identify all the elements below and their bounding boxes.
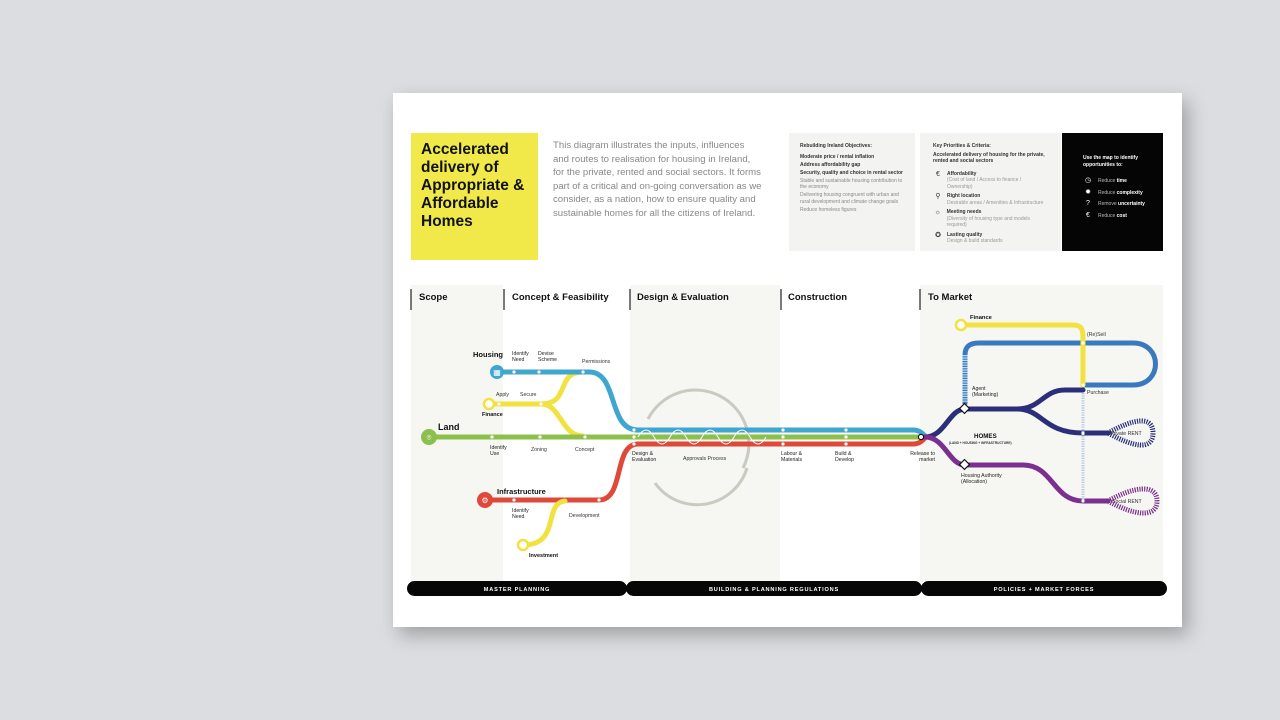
objective-item: Moderate price / rental inflation <box>800 153 875 160</box>
label-development: Development <box>569 513 600 519</box>
label-secure: Secure <box>520 392 537 398</box>
bug-icon: ✹ <box>1085 188 1091 196</box>
objective-item: Security, quality and choice in rental sector <box>800 169 903 176</box>
finance-in-node <box>484 399 494 409</box>
phase-construction: Construction <box>788 292 848 303</box>
opportunity-text: Remove uncertainty <box>1098 201 1145 207</box>
brochure-page <box>393 93 1182 627</box>
opportunity-text: Reduce time <box>1098 178 1127 184</box>
phase-market: To Market <box>928 292 973 303</box>
finance-out-node <box>956 320 966 330</box>
homes-hub <box>918 434 923 439</box>
criteria-title: Lasting quality <box>947 231 983 238</box>
objective-item: Stable and sustainable housing contribution to the economy <box>800 177 903 190</box>
criteria-subheading: Accelerated delivery of housing for the private, rented and social sectors <box>933 151 1045 164</box>
route-map <box>393 93 1182 627</box>
label-labour-materials: Labour & Materials <box>781 451 803 463</box>
label-finance-out: Finance <box>970 315 992 321</box>
opportunity-text: Reduce complexity <box>1098 189 1143 196</box>
label-identify-need-2: Identify Need <box>512 508 529 520</box>
criteria-title: Meeting needs <box>946 209 982 215</box>
building-icon: ▦ <box>493 368 501 377</box>
criteria-title: Affordability <box>946 170 977 177</box>
opportunities-heading: Use the map to identify opportunities to: <box>1083 155 1139 168</box>
criteria-sub: Design & build standards <box>947 238 1003 244</box>
label-agent: Agent (Marketing) <box>972 386 999 398</box>
clock-icon: ◷ <box>1084 177 1092 184</box>
label-housing: Housing <box>473 350 503 359</box>
euro-icon: € <box>936 170 940 178</box>
label-apply: Apply <box>496 392 509 398</box>
label-identify-need-1: Identify Need <box>512 351 529 363</box>
label-approvals: Approvals Process <box>683 456 727 462</box>
label-design-evaluation: Design & Evaluation <box>632 451 657 463</box>
page-title: Accelerated delivery of Appropriate & Affordable Homes <box>421 141 525 230</box>
network-icon: ⚙ <box>481 496 489 505</box>
objective-item: Delivering housing congruent with urban and rural development and climate change goals <box>800 192 899 205</box>
label-homes-sub: (LAND + HOUSING + INFRASTRUCTURE) <box>949 441 1012 445</box>
label-homes: HOMES <box>974 433 997 440</box>
label-resell: (Re)Sell <box>1087 332 1106 338</box>
label-build-develop: Build & Develop <box>835 451 855 463</box>
criteria-sub: (Diversity of housing type and models required) <box>946 215 1031 228</box>
criteria-title: Right location <box>947 193 981 199</box>
bar-regulations-label: BUILDING & PLANNING REGULATIONS <box>708 587 840 593</box>
label-private-rent: Private RENT <box>1110 431 1142 437</box>
route-finance-to-housing <box>489 372 583 404</box>
euro-icon: € <box>1086 211 1090 219</box>
objective-item: Address affordability gap <box>800 161 861 168</box>
intro-text: This diagram illustrates the inputs, influences and routes to realisation for housing in Ireland, for the private, rented and social sectors. It forms part of a critical and on-going conversation as we consider, as a nation, how to ensure quality and sustainable homes for all the citizens of Ireland. <box>553 140 762 219</box>
phase-design: Design & Evaluation <box>637 292 729 303</box>
criteria-heading: Key Priorities & Criteria: <box>933 143 991 149</box>
bar-master-planning-label: MASTER PLANNING <box>483 587 551 593</box>
phase-concept: Concept & Feasibility <box>512 292 609 303</box>
phase-bg-design <box>630 285 780 582</box>
label-release: Release to market <box>910 451 935 463</box>
location-pin-icon: ⚲ <box>935 193 941 200</box>
question-icon: ? <box>1086 200 1090 207</box>
bottom-bars <box>407 581 1167 596</box>
opportunity-text: Reduce cost <box>1098 212 1127 219</box>
label-identify-use: Identify Use <box>490 445 507 457</box>
criteria-sub: (Cost of land / Access to finance / Ownership) <box>946 177 1022 190</box>
label-social-rent: Social RENT <box>1112 499 1142 505</box>
criteria-sub: Desirable areas / Amenities & Infrastructure <box>947 199 1044 206</box>
route-finance-to-land <box>541 404 583 436</box>
label-zoning: Zoning <box>531 447 547 453</box>
quality-badge-icon: ✪ <box>935 231 941 239</box>
bar-policies-label: POLICIES + MARKET FORCES <box>993 587 1095 593</box>
label-concept: Concept <box>575 447 595 453</box>
objectives-heading: Rebuilding Ireland Objectives: <box>800 143 872 149</box>
label-finance-in: Finance <box>482 412 503 418</box>
pin-icon: ⌾ <box>426 433 432 442</box>
label-infrastructure: Infrastructure <box>497 487 546 496</box>
label-land: Land <box>438 422 460 432</box>
objective-item: Reduce homeless figures <box>800 206 857 213</box>
label-purchase: Purchase <box>1087 390 1109 396</box>
investment-node <box>518 540 528 550</box>
phase-scope: Scope <box>419 292 448 303</box>
label-investment: Investment <box>529 553 559 559</box>
label-devise-scheme: Devise Scheme <box>538 351 558 363</box>
label-permissions: Permissions <box>582 359 611 365</box>
label-housing-authority: Housing Authority (Allocation) <box>961 473 1002 485</box>
people-icon: ☼ <box>934 209 942 216</box>
